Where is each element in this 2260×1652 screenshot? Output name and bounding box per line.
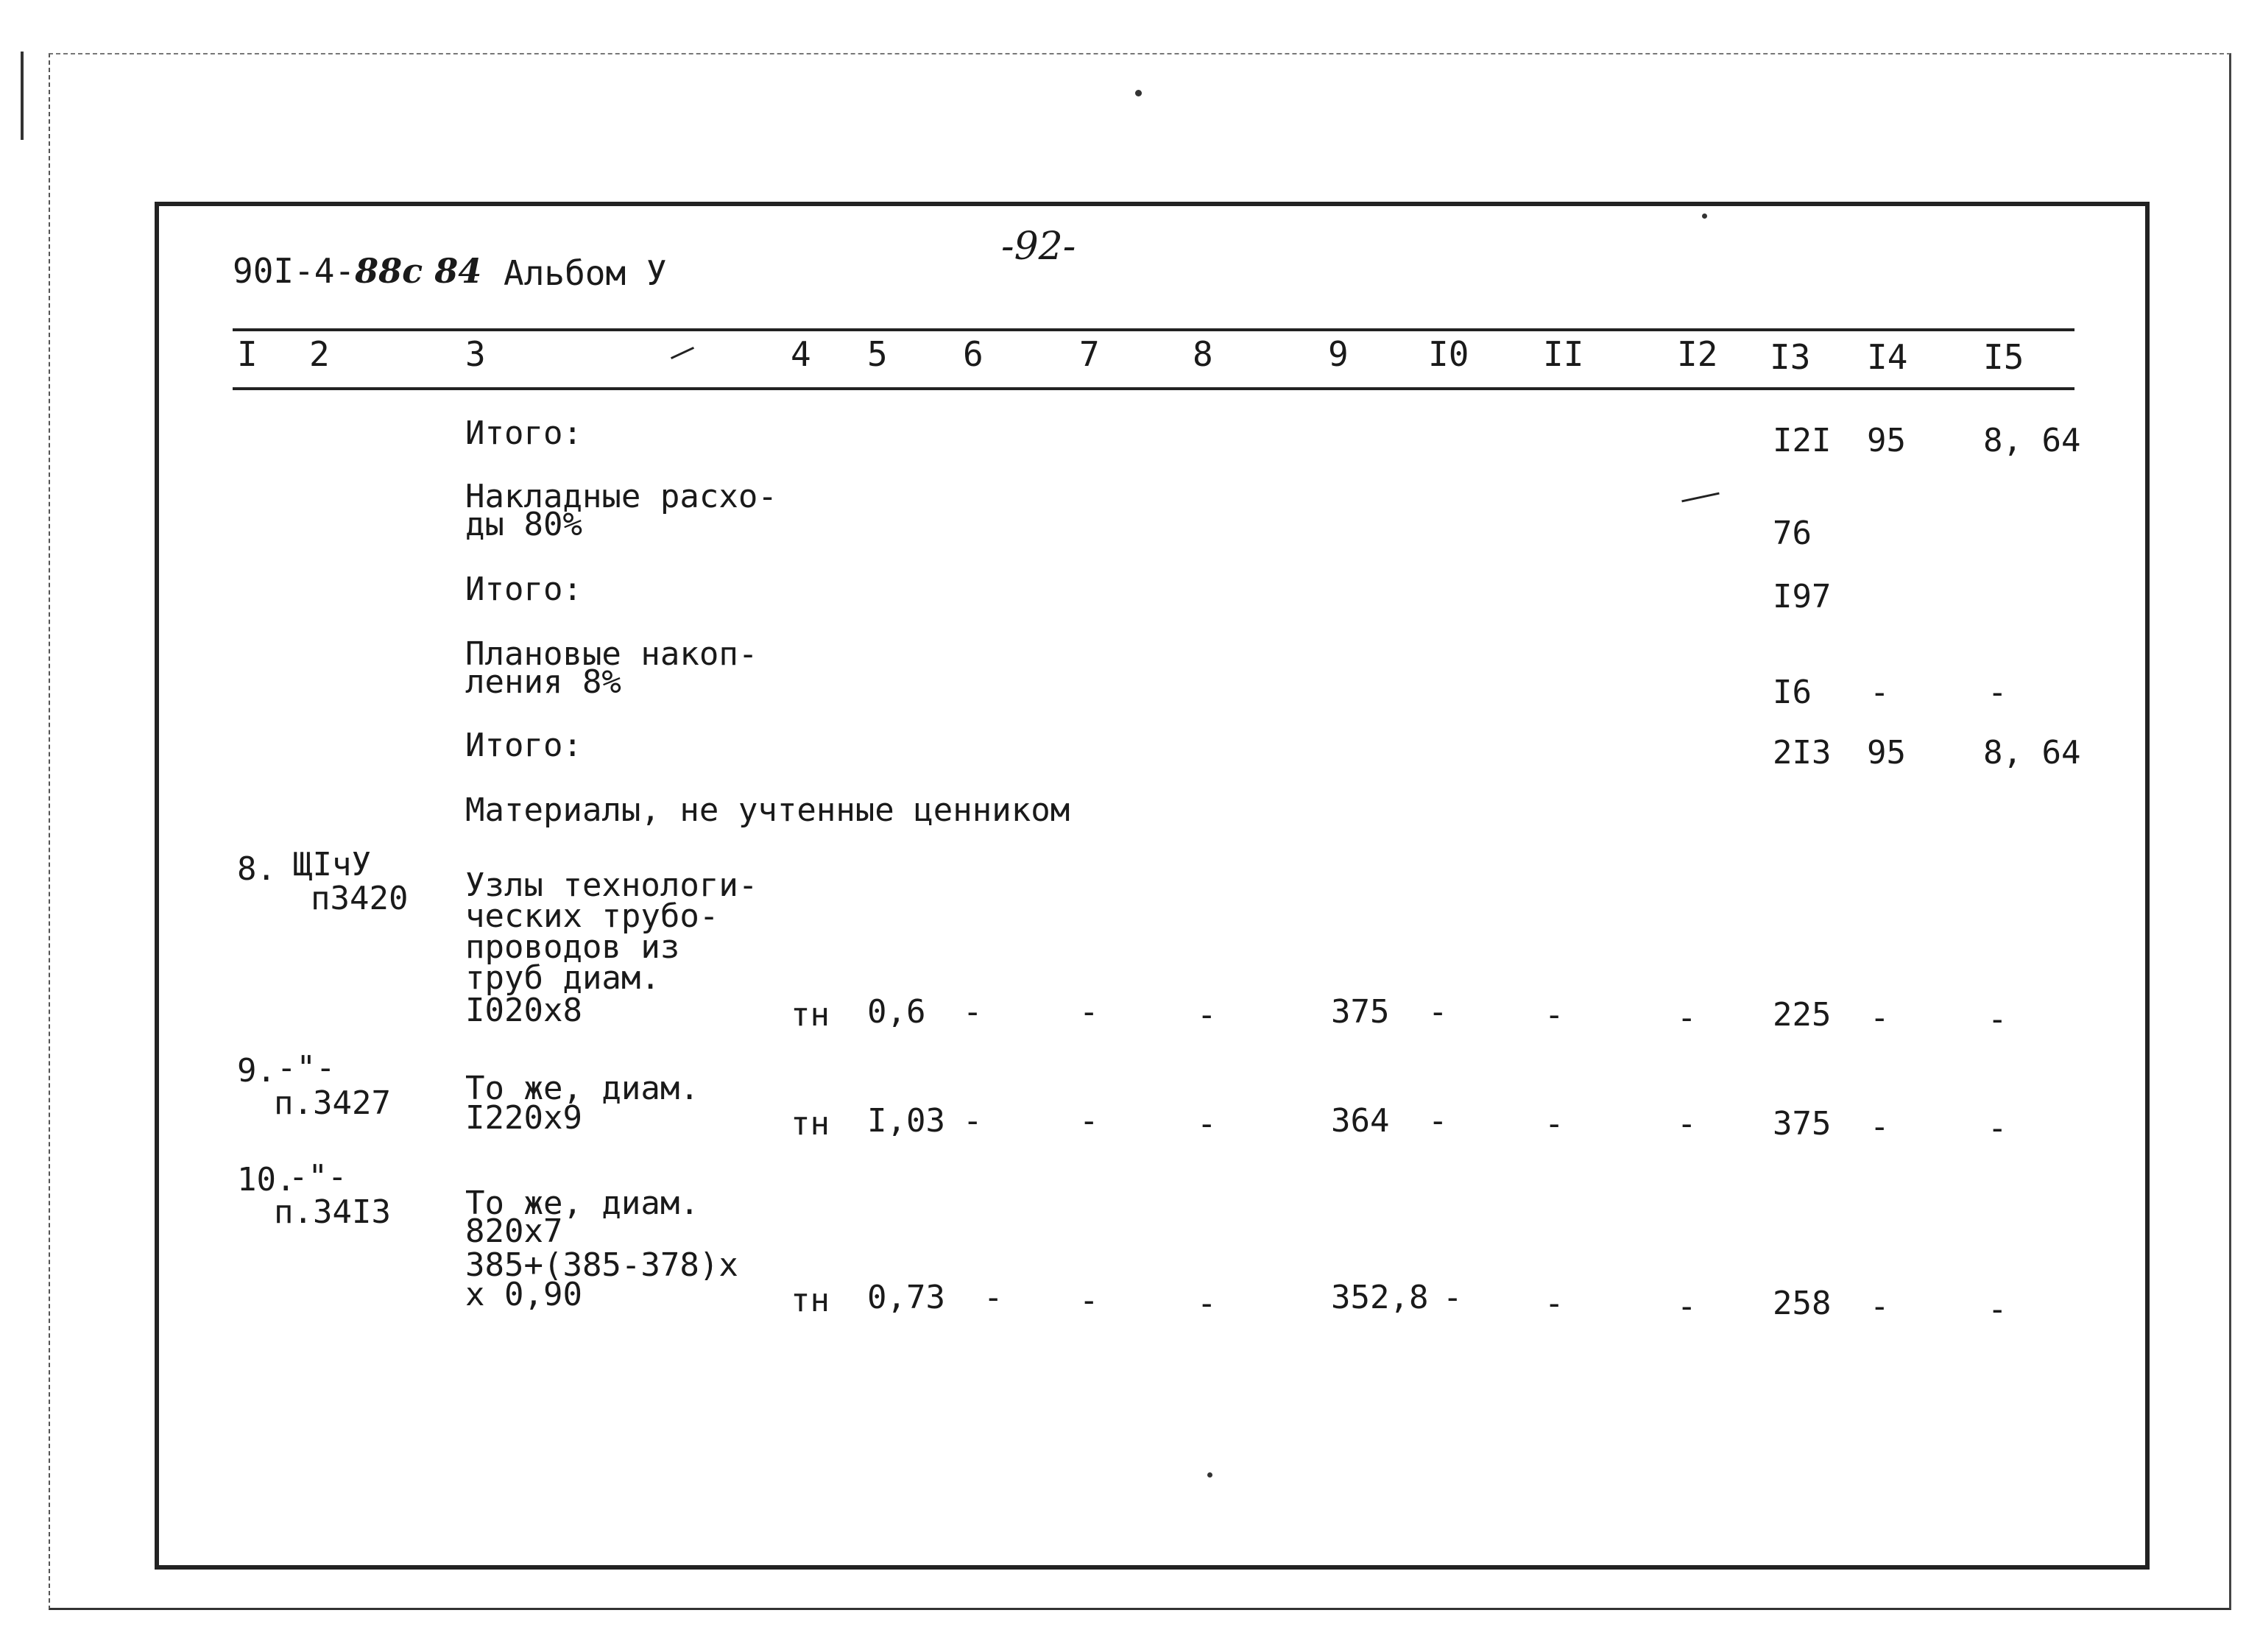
- planned-col14: -: [1870, 674, 1890, 711]
- total-label: Итого:: [465, 414, 582, 452]
- row-col12: -: [1677, 1288, 1697, 1325]
- column-header-2: 2: [309, 334, 330, 374]
- row-number: 10.: [237, 1161, 296, 1199]
- row-col12: -: [1677, 1105, 1697, 1143]
- row-description: I220x9: [465, 1099, 582, 1137]
- row-col11: -: [1544, 996, 1564, 1034]
- row-reference: -"-: [289, 1158, 347, 1196]
- row-col13: 375: [1773, 1105, 1832, 1143]
- column-header-10: I0: [1428, 334, 1469, 374]
- row-col6: -: [963, 993, 983, 1031]
- row-col8: -: [1197, 996, 1217, 1034]
- column-header-5: 5: [867, 334, 888, 374]
- row-col8: -: [1197, 1285, 1217, 1322]
- row-col7: -: [1079, 1282, 1099, 1319]
- row-col13: 225: [1773, 996, 1832, 1034]
- row-unit: тн: [791, 1282, 830, 1319]
- column-header-4: 4: [791, 334, 811, 374]
- row-reference: ЩIчУ: [293, 846, 371, 883]
- row-col9: 352,8: [1331, 1279, 1429, 1316]
- total-col14: 95: [1867, 422, 1906, 459]
- row-quantity: 0,73: [867, 1279, 945, 1316]
- row-col10: -: [1428, 1102, 1448, 1140]
- document-code-printed: 90I-4-: [233, 251, 356, 291]
- dot-mark: [1702, 213, 1707, 219]
- total-col14: 95: [1867, 734, 1906, 772]
- row-description: труб диам.: [465, 959, 660, 997]
- row-col8: -: [1197, 1105, 1217, 1143]
- column-header-7: 7: [1079, 334, 1100, 374]
- row-description: То же, диам.: [465, 1185, 699, 1222]
- row-col14: -: [1870, 1288, 1890, 1325]
- row-col6: -: [984, 1279, 1003, 1316]
- column-header-6: 6: [963, 334, 984, 374]
- row-col12: -: [1677, 999, 1697, 1037]
- row-description: I020x8: [465, 992, 582, 1029]
- column-header-1: I: [237, 334, 258, 374]
- row-col11: -: [1544, 1285, 1564, 1322]
- column-header-13: I3: [1770, 337, 1811, 377]
- overhead-label-line2: ды 80%: [465, 506, 582, 543]
- row-number: 9.: [237, 1052, 276, 1090]
- row-quantity: 0,6: [867, 993, 926, 1031]
- column-header-14: I4: [1867, 337, 1908, 377]
- page-number: -92-: [1001, 225, 1076, 269]
- row-col7: -: [1079, 1102, 1099, 1140]
- column-header-12: I2: [1677, 334, 1718, 374]
- row-col15: -: [1988, 1000, 2007, 1038]
- header-bottom-rule: [233, 387, 2074, 390]
- row-col9: 375: [1331, 993, 1390, 1031]
- row-col10: -: [1428, 993, 1448, 1031]
- planned-label-line2: ления 8%: [465, 663, 621, 701]
- column-header-9: 9: [1328, 334, 1349, 374]
- row-col15: -: [1988, 1109, 2007, 1147]
- materials-heading: Материалы, не учтенные ценником: [465, 791, 1070, 829]
- row-reference: п.3427: [274, 1084, 391, 1122]
- total-col13: I97: [1773, 578, 1832, 615]
- total-col13: I2I: [1773, 422, 1832, 459]
- column-header-11: II: [1543, 334, 1584, 374]
- row-description: ческих трубо-: [465, 897, 719, 935]
- row-col9: 364: [1331, 1102, 1390, 1140]
- inner-frame: [155, 202, 2150, 1570]
- row-col13: 258: [1773, 1285, 1832, 1322]
- column-header-8: 8: [1193, 334, 1213, 374]
- total-col13: 2I3: [1773, 734, 1832, 772]
- row-unit: тн: [791, 996, 830, 1034]
- row-description: Узлы технологи-: [465, 866, 758, 904]
- row-col14: -: [1870, 1108, 1890, 1146]
- total-col15: 8, 64: [1983, 422, 2081, 459]
- row-reference: п.34I3: [274, 1193, 391, 1231]
- overhead-col13: 76: [1773, 515, 1812, 552]
- row-description: проводов из: [465, 928, 680, 966]
- row-reference: -"-: [277, 1049, 336, 1087]
- column-header-15: I5: [1983, 337, 2024, 377]
- document-code: [233, 251, 482, 291]
- row-quantity: I,03: [867, 1102, 945, 1140]
- row-col7: -: [1079, 993, 1099, 1031]
- row-number: 8.: [237, 850, 276, 888]
- dot-mark: [1207, 1472, 1212, 1478]
- row-description: То же, диам.: [465, 1070, 699, 1107]
- dot-mark: [1135, 90, 1142, 96]
- row-col10: -: [1443, 1279, 1463, 1316]
- overhead-label-line1: Накладные расхо-: [465, 478, 777, 515]
- row-description: 385+(385-378)x: [465, 1246, 738, 1284]
- row-description: x 0,90: [465, 1276, 582, 1313]
- row-description: 820x7: [465, 1212, 563, 1250]
- row-unit: тн: [791, 1105, 830, 1143]
- planned-col13: I6: [1773, 674, 1812, 711]
- row-col11: -: [1544, 1105, 1564, 1143]
- header-top-rule: [233, 328, 2074, 331]
- row-col14: -: [1870, 999, 1890, 1037]
- row-col6: -: [963, 1102, 983, 1140]
- row-col15: -: [1988, 1291, 2007, 1328]
- total-label: Итого:: [465, 727, 582, 764]
- planned-label-line1: Плановые накоп-: [465, 635, 758, 673]
- document-code-handwritten: 88c 84: [355, 251, 482, 291]
- binding-mark: [21, 52, 34, 140]
- total-col15: 8, 64: [1983, 734, 2081, 772]
- row-reference: п3420: [311, 880, 409, 917]
- album-label: Альбом У: [504, 253, 667, 293]
- column-header-3: 3: [465, 334, 486, 374]
- planned-col15: -: [1988, 674, 2007, 711]
- total-label: Итого:: [465, 571, 582, 608]
